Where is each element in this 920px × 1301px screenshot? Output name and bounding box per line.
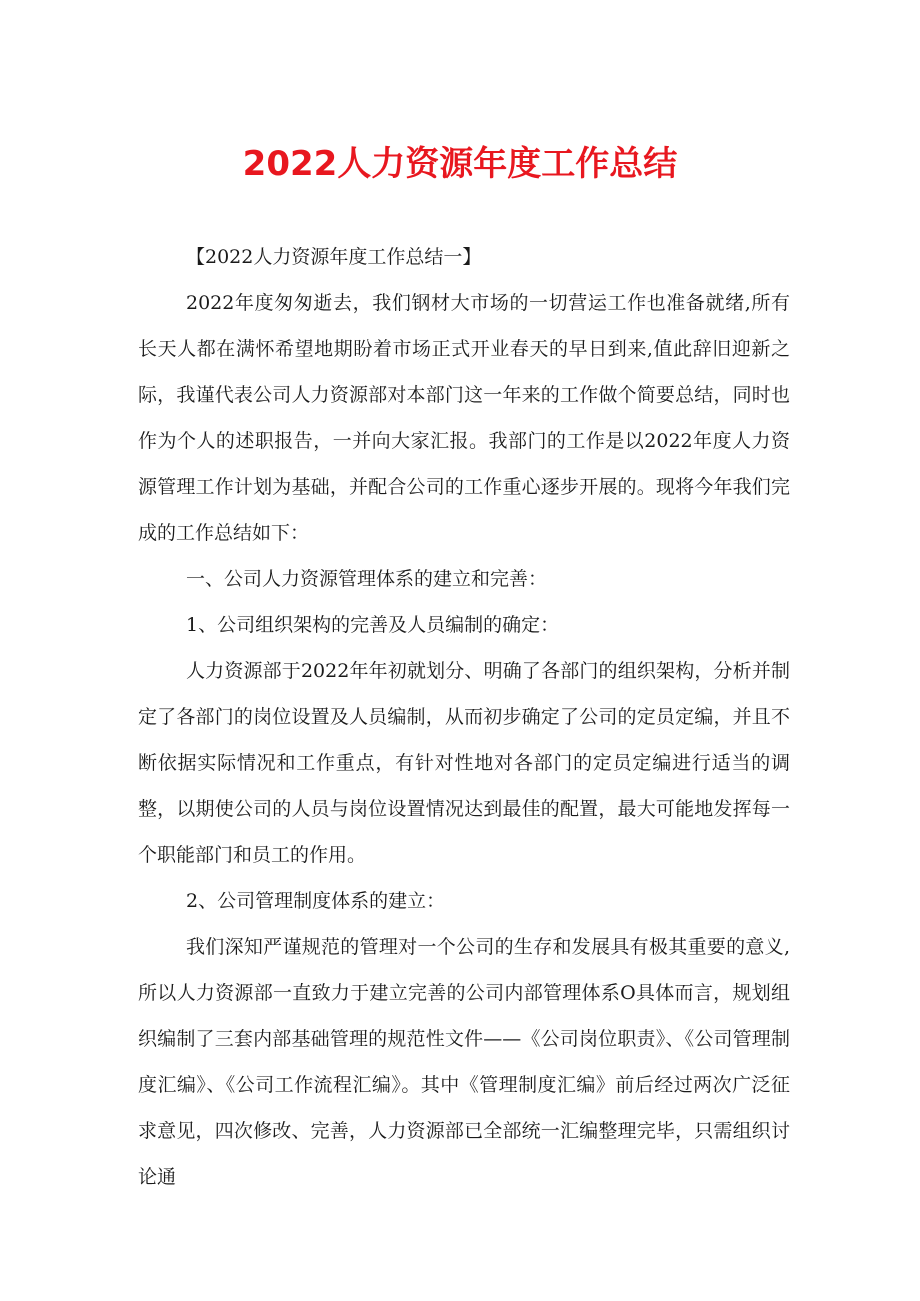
document-body bbox=[138, 234, 790, 1200]
subheading-1-2: 2、公司管理制度体系的建立： bbox=[186, 890, 446, 912]
subheading-1-1: 1、公司组织架构的完善及人员编制的确定： bbox=[186, 614, 560, 636]
paragraph-management-system: 我们深知严谨规范的管理对一个公司的生存和发展具有极其重要的意义,所以人力资源部一直致力于建立完善的公司内部管理体系O具体而言，规划组织编制了三套内部基础管理的规范性文件——《公司岗位职责》、《公司管理制度汇编》、《公司工作流程汇编》。其中《管理制度汇编》前后经过两次广泛征求意见，四次修改、完善，人力资源部已全部统一汇编整理完毕，只需组织讨论通 bbox=[138, 936, 790, 1188]
document-title: 2022人力资源年度工作总结 bbox=[242, 144, 678, 184]
section-heading-1: 一、公司人力资源管理体系的建立和完善： bbox=[186, 568, 548, 590]
intro-paragraph: 2022年度匆匆逝去，我们钢材大市场的一切营运工作也准备就绪,所有长天人都在满怀希望地期盼着市场正式开业春天的早日到来,值此辞旧迎新之际，我谨代表公司人力资源部对本部门这一年来的工作做个简要总结，同时也作为个人的述职报告，一并向大家汇报。我部门的工作是以2022年度人力资源管理工作计划为基础，并配合公司的工作重心逐步开展的。现将今年我们完成的工作总结如下： bbox=[138, 292, 790, 544]
paragraph-org-structure: 人力资源部于2022年年初就划分、明确了各部门的组织架构，分析并制定了各部门的岗位设置及人员编制，从而初步确定了公司的定员定编，并且不断依据实际情况和工作重点，有针对性地对各部门的定员定编进行适当的调整，以期使公司的人员与岗位设置情况达到最佳的配置，最大可能地发挥每一个职能部门和员工的作用。 bbox=[138, 660, 790, 866]
section-heading: 【2022人力资源年度工作总结一】 bbox=[186, 246, 482, 268]
